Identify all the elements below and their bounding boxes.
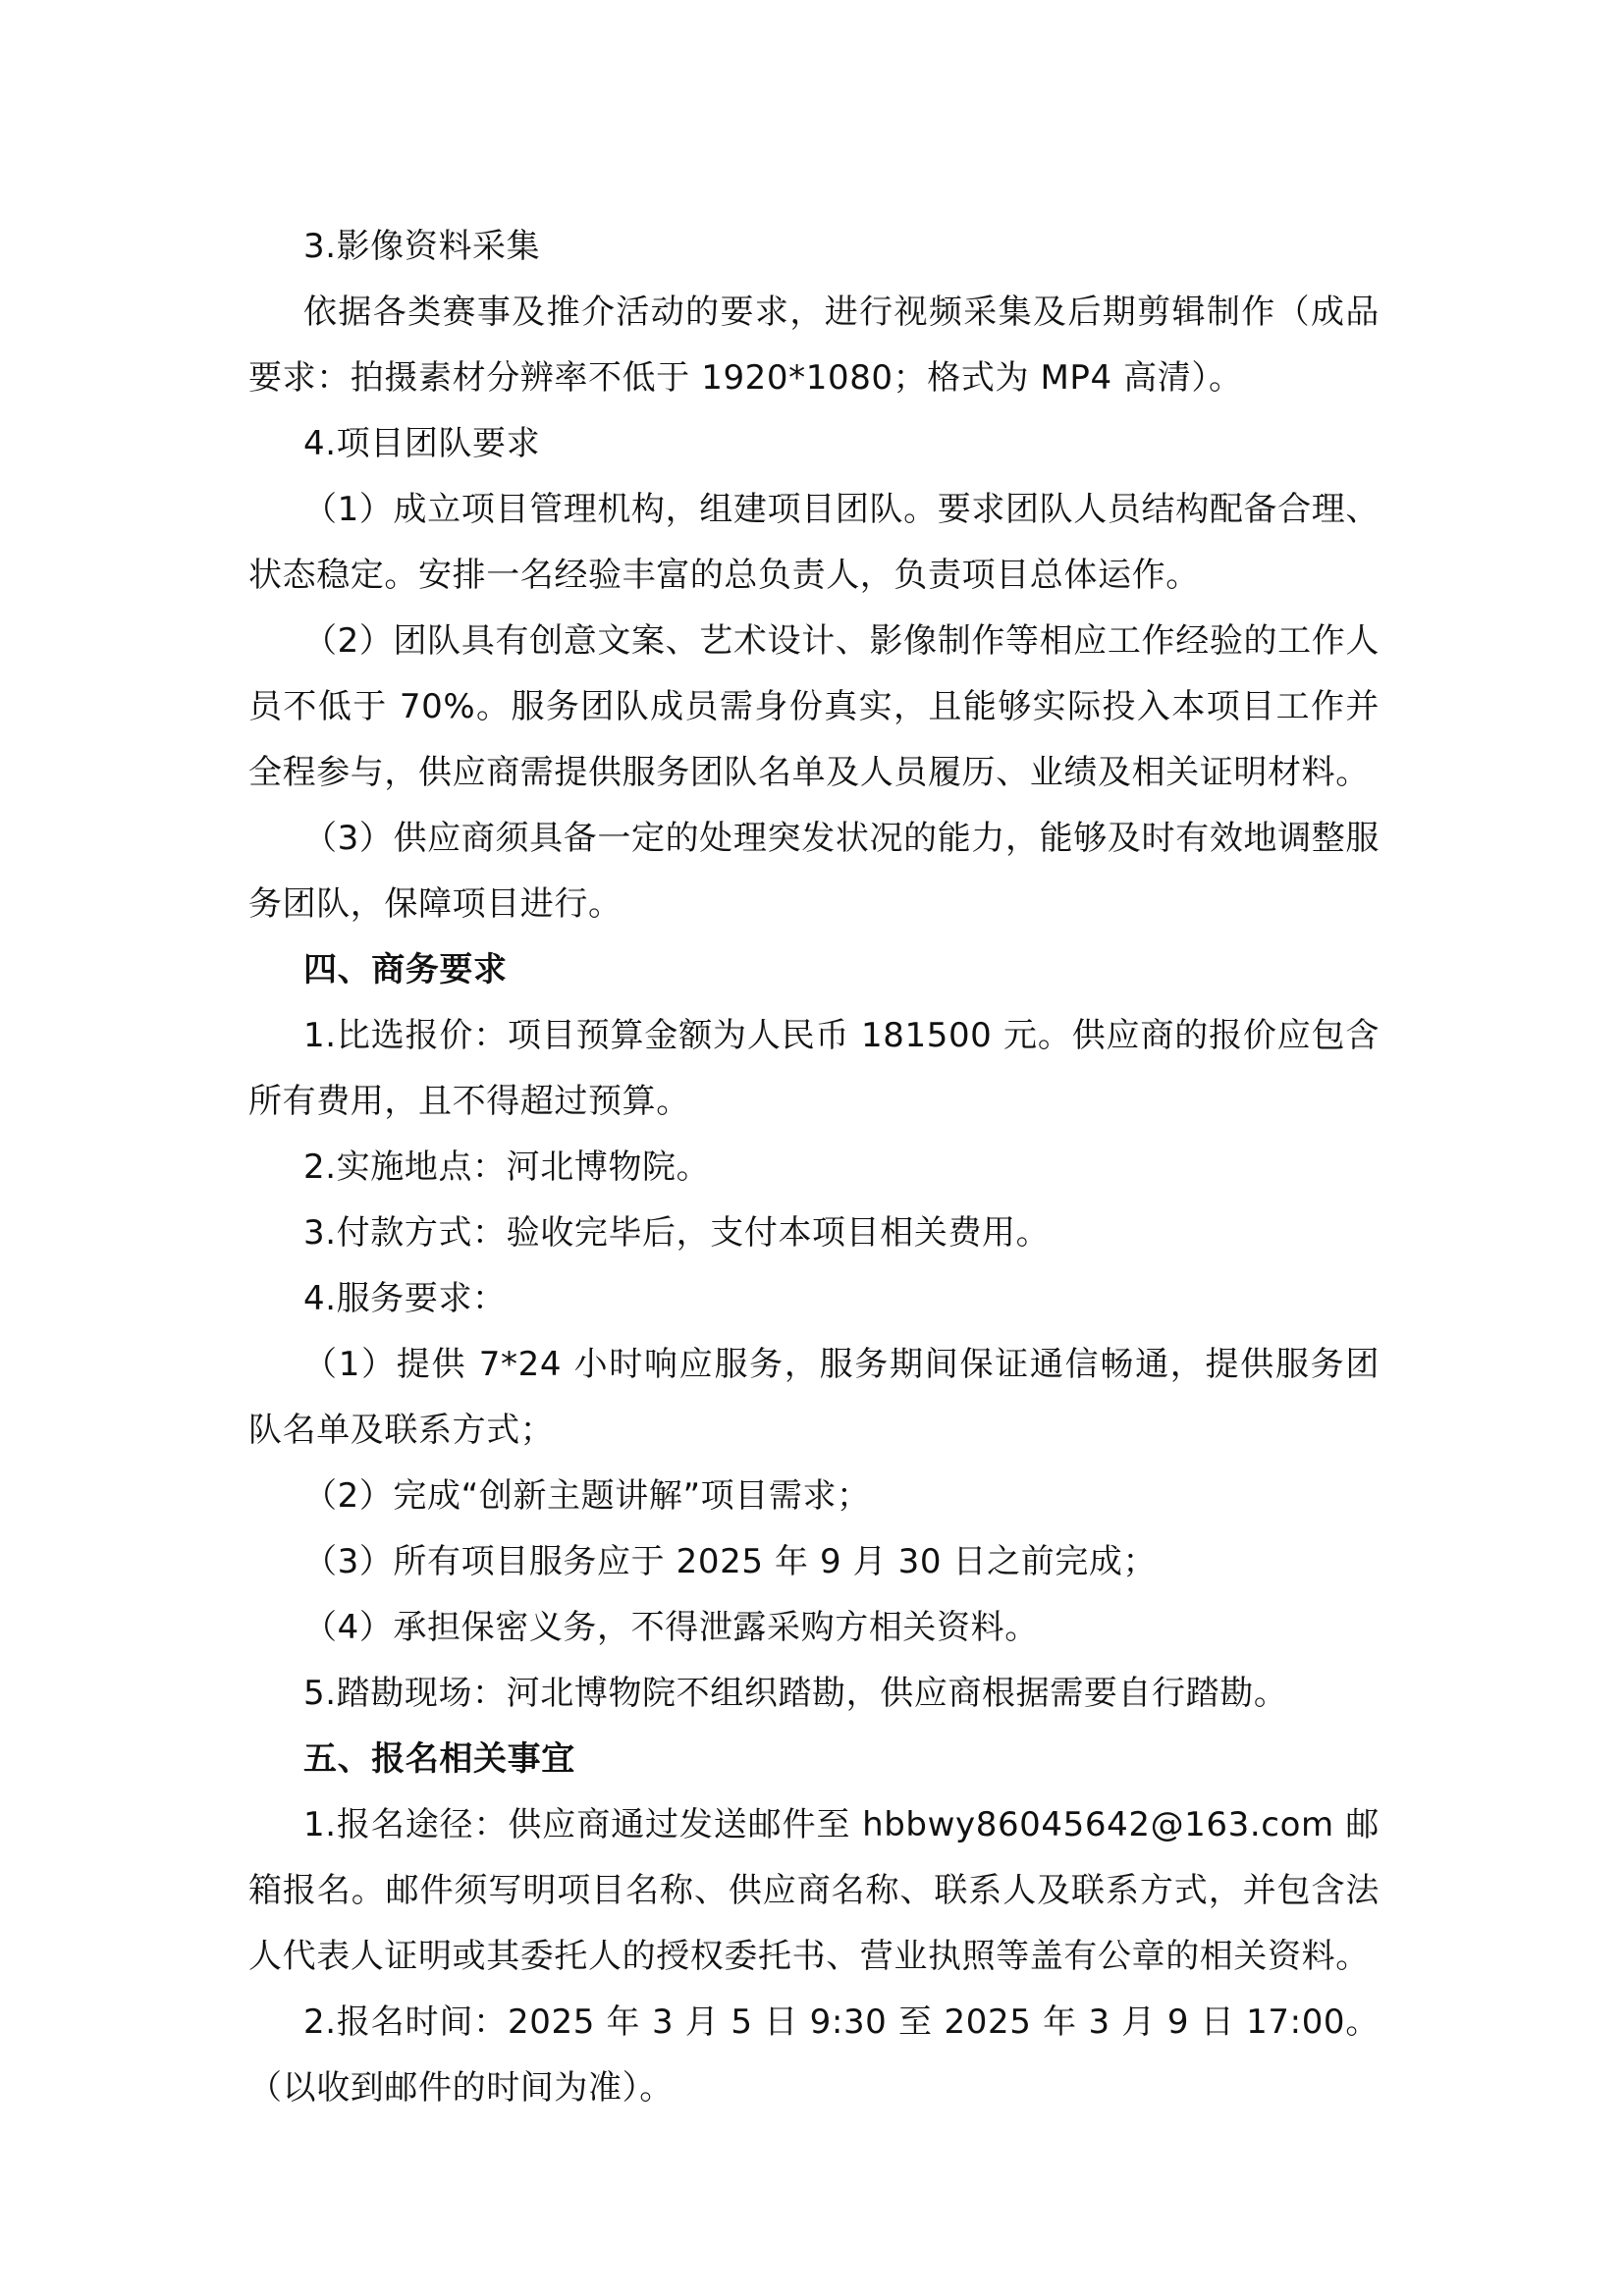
document-body — [248, 214, 1380, 2121]
paragraph: 2.实施地点：河北博物院。 — [303, 1148, 711, 1187]
section-heading-5: 五、报名相关事宜 — [303, 1739, 575, 1779]
paragraph: 1.比选报价：项目预算金额为人民币 181500 元。供应商的报价应包含所有费用，且不得超过预算。 — [248, 1016, 1380, 1121]
paragraph: （2）完成“创新主题讲解”项目需求； — [303, 1476, 871, 1516]
paragraph: （1）成立项目管理机构，组建项目团队。要求团队人员结构配备合理、状态稳定。安排一名经验丰富的总负责人，负责项目总体运作。 — [248, 490, 1380, 595]
paragraph: 2.报名时间：2025 年 3 月 5 日 9:30 至 2025 年 3 月 9 日 17:00。（以收到邮件的时间为准）。 — [248, 2002, 1380, 2108]
paragraph: 4.服务要求： — [303, 1279, 507, 1318]
paragraph: （3）所有项目服务应于 2025 年 9 月 30 日之前完成； — [303, 1542, 1158, 1581]
paragraph: （2）团队具有创意文案、艺术设计、影像制作等相应工作经验的工作人员不低于 70%。服务团队成员需身份真实，且能够实际投入本项目工作并全程参与，供应商需提供服务团队名单及人员履历、业绩及相关证明材料。 — [248, 621, 1380, 792]
subheading-4: 4.项目团队要求 — [303, 424, 541, 463]
paragraph: （3）供应商须具备一定的处理突发状况的能力，能够及时有效地调整服务团队，保障项目进行。 — [248, 819, 1380, 924]
paragraph: 5.踏勘现场：河北博物院不组织踏勘，供应商根据需要自行踏勘。 — [303, 1674, 1288, 1713]
paragraph: （1）提供 7*24 小时响应服务，服务期间保证通信畅通，提供服务团队名单及联系方式； — [248, 1345, 1380, 1450]
paragraph: 3.付款方式：验收完毕后，支付本项目相关费用。 — [303, 1213, 1051, 1253]
paragraph: 依据各类赛事及推介活动的要求，进行视频采集及后期剪辑制作（成品要求：拍摄素材分辨率不低于 1920*1080；格式为 MP4 高清）。 — [248, 293, 1380, 398]
subheading-3: 3.影像资料采集 — [303, 227, 541, 266]
paragraph: 1.报名途径：供应商通过发送邮件至 hbbwy86045642@163.com 邮箱报名。邮件须写明项目名称、供应商名称、联系人及联系方式，并包含法人代表人证明或其委托人的授权委托书、营业执照等盖有公章的相关资料。 — [248, 1805, 1380, 1976]
paragraph: （4）承担保密义务，不得泄露采购方相关资料。 — [303, 1608, 1039, 1647]
section-heading-4: 四、商务要求 — [303, 950, 508, 989]
